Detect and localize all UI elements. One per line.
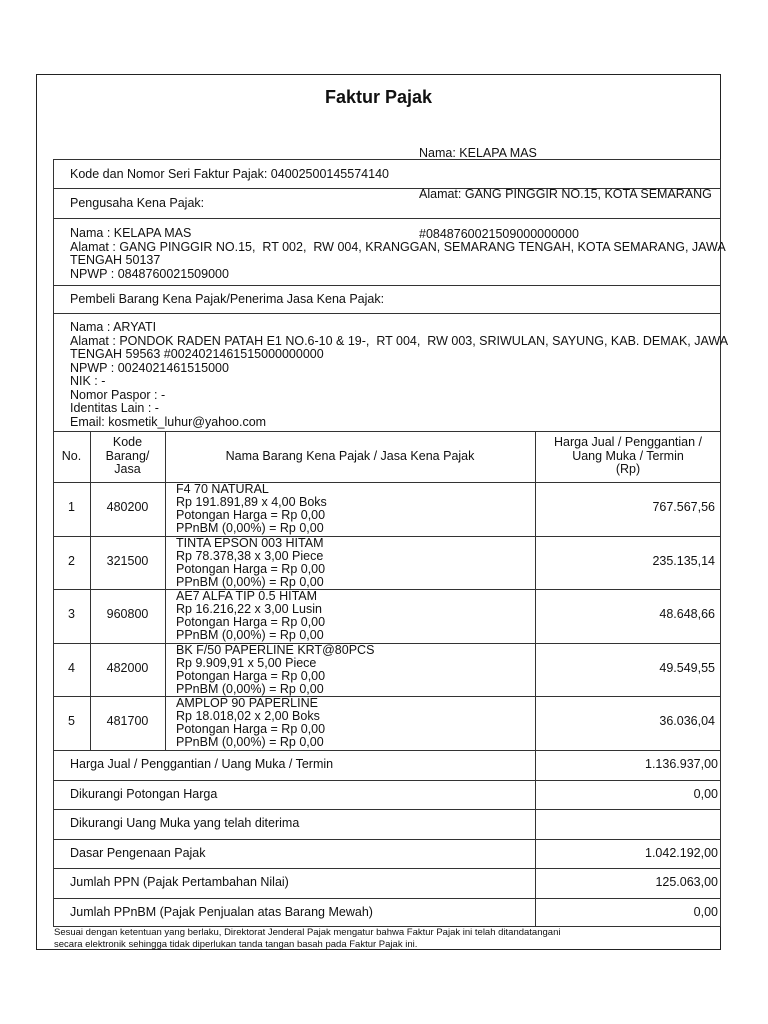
pembeli-alamat-2: TENGAH 59563 #0024021461515000000000 — [70, 347, 324, 361]
row-divider — [53, 750, 721, 751]
item-qty-price: Rp 191.891,89 x 4,00 Boks — [176, 495, 327, 509]
item-name: AMPLOP 90 PAPERLINE — [176, 696, 318, 711]
pengusaha-label: Pengusaha Kena Pajak: — [70, 196, 205, 210]
item-potongan: Potongan Harga = Rp 0,00 — [176, 668, 326, 683]
item-kode: 482000 — [106, 660, 149, 675]
item-no: 1 — [68, 500, 75, 514]
item-name: AE7 ALFA TIP 0.5 HITAM — [176, 589, 318, 604]
item-harga: 48.648,66 — [659, 607, 715, 622]
divider — [53, 188, 721, 189]
item-harga: 767.567,56 — [652, 500, 715, 514]
total-label: Harga Jual / Penggantian / Uang Muka / Termin — [70, 757, 334, 771]
item-harga: 235.135,14 — [652, 553, 715, 568]
footnote — [54, 927, 560, 950]
total-value: 0,00 — [693, 786, 718, 801]
item-no: 5 — [68, 714, 75, 729]
divider — [53, 313, 721, 314]
item-harga: 49.549,55 — [659, 660, 715, 675]
item-kode: 960800 — [106, 607, 149, 622]
total-label: Dasar Pengenaan Pajak — [70, 845, 206, 860]
total-value: 125.063,00 — [655, 875, 718, 889]
faktur-pajak-document — [36, 74, 729, 950]
item-qty-price: Rp 78.378,38 x 3,00 Piece — [176, 548, 324, 563]
pengusaha-alamat: Alamat : GANG PINGGIR NO.15, RT 002, RW 004, KRANGGAN, SEMARANG TENGAH, KOTA SEMARANG, JAWA — [70, 239, 726, 254]
pembeli-email: Email: kosmetik_luhur@yahoo.com — [70, 414, 267, 429]
pembeli-identitas: Identitas Lain : - — [70, 401, 159, 415]
total-value: 1.136.937,00 — [645, 757, 718, 771]
item-qty-price: Rp 16.216,22 x 3,00 Lusin — [176, 602, 322, 617]
seller-address: Alamat: GANG PINGGIR NO.15, KOTA SEMARANG — [419, 186, 712, 201]
pembeli-alamat: Alamat : PONDOK RADEN PATAH E1 NO.6-10 & 19-, RT 004, RW 003, SRIWULAN, SAYUNG, KAB. DEMAK, JAWA — [70, 333, 729, 348]
divider — [53, 285, 721, 286]
pembeli-paspor: Nomor Paspor : - — [70, 387, 166, 402]
item-no: 4 — [68, 660, 75, 675]
item-no: 3 — [68, 607, 75, 622]
item-potongan: Potongan Harga = Rp 0,00 — [176, 508, 326, 522]
row-divider — [53, 868, 721, 869]
row-divider — [53, 780, 721, 781]
col-divider — [90, 431, 91, 750]
th-kode: Kode Barang/ Jasa — [105, 435, 150, 476]
item-name: F4 70 NATURAL — [176, 482, 269, 496]
total-value: 1.042.192,00 — [645, 845, 718, 860]
row-divider — [53, 589, 721, 590]
col-divider — [165, 431, 166, 750]
total-label: Dikurangi Uang Muka yang telah diterima — [70, 816, 300, 830]
seller-ref: #0848760021509000000000 — [419, 227, 579, 241]
item-name: BK F/50 PAPERLINE KRT@80PCS — [176, 642, 375, 657]
pengusaha-alamat-2: TENGAH 50137 — [70, 253, 161, 267]
divider — [53, 431, 721, 432]
divider — [53, 218, 721, 219]
kode-seri: Kode dan Nomor Seri Faktur Pajak: 04002500145574140 — [70, 167, 389, 181]
row-divider — [53, 643, 721, 644]
total-label: Jumlah PPN (Pajak Pertambahan Nilai) — [70, 875, 289, 889]
item-harga: 36.036,04 — [659, 714, 715, 729]
total-value: 0,00 — [693, 904, 718, 919]
th-no: No. — [61, 449, 82, 463]
row-divider — [53, 809, 721, 810]
item-potongan: Potongan Harga = Rp 0,00 — [176, 722, 326, 737]
th-nama: Nama Barang Kena Pajak / Jasa Kena Pajak — [225, 449, 475, 463]
pembeli-nama: Nama : ARYATI — [70, 320, 157, 334]
item-no: 2 — [68, 553, 75, 568]
row-divider — [53, 898, 721, 899]
pembeli-nik: NIK : - — [70, 374, 106, 388]
item-kode: 321500 — [106, 553, 149, 568]
pengusaha-block — [70, 226, 726, 281]
footnote-line-1: Sesuai dengan ketentuan yang berlaku, Direktorat Jenderal Pajak mengatur bahwa Faktur Pajak ini telah ditandatangani — [54, 927, 561, 938]
item-potongan: Potongan Harga = Rp 0,00 — [176, 561, 326, 576]
item-ppnbm: PPnBM (0,00%) = Rp 0,00 — [176, 574, 324, 589]
row-divider — [53, 696, 721, 697]
pengusaha-nama: Nama : KELAPA MAS — [70, 226, 192, 240]
item-kode: 480200 — [106, 500, 149, 514]
item-ppnbm: PPnBM (0,00%) = Rp 0,00 — [176, 735, 324, 750]
item-qty-price: Rp 18.018,02 x 2,00 Boks — [176, 709, 320, 724]
item-kode: 481700 — [106, 714, 149, 729]
item-potongan: Potongan Harga = Rp 0,00 — [176, 615, 326, 630]
item-ppnbm: PPnBM (0,00%) = Rp 0,00 — [176, 628, 324, 643]
th-harga: Harga Jual / Penggantian / Uang Muka / Termin (Rp) — [553, 435, 703, 476]
item-qty-price: Rp 9.909,91 x 5,00 Piece — [176, 655, 317, 670]
page-title: Faktur Pajak — [324, 87, 433, 107]
pembeli-label: Pembeli Barang Kena Pajak/Penerima Jasa Kena Pajak: — [70, 292, 385, 306]
footnote-line-2: secara elektronik sehingga tidak diperlukan tanda tangan basah pada Faktur Pajak ini. — [54, 938, 418, 950]
pengusaha-npwp: NPWP : 0848760021509000 — [70, 266, 229, 281]
row-divider — [53, 536, 721, 537]
pembeli-block — [70, 320, 729, 429]
pembeli-npwp: NPWP : 0024021461515000 — [70, 360, 229, 375]
divider — [53, 482, 721, 483]
total-label: Dikurangi Potongan Harga — [70, 786, 218, 801]
item-ppnbm: PPnBM (0,00%) = Rp 0,00 — [176, 681, 324, 696]
item-ppnbm: PPnBM (0,00%) = Rp 0,00 — [176, 521, 324, 535]
row-divider — [53, 839, 721, 840]
total-label: Jumlah PPnBM (Pajak Penjualan atas Barang Mewah) — [70, 904, 373, 919]
item-name: TINTA EPSON 003 HITAM — [176, 535, 324, 550]
seller-name: Nama: KELAPA MAS — [419, 146, 537, 160]
